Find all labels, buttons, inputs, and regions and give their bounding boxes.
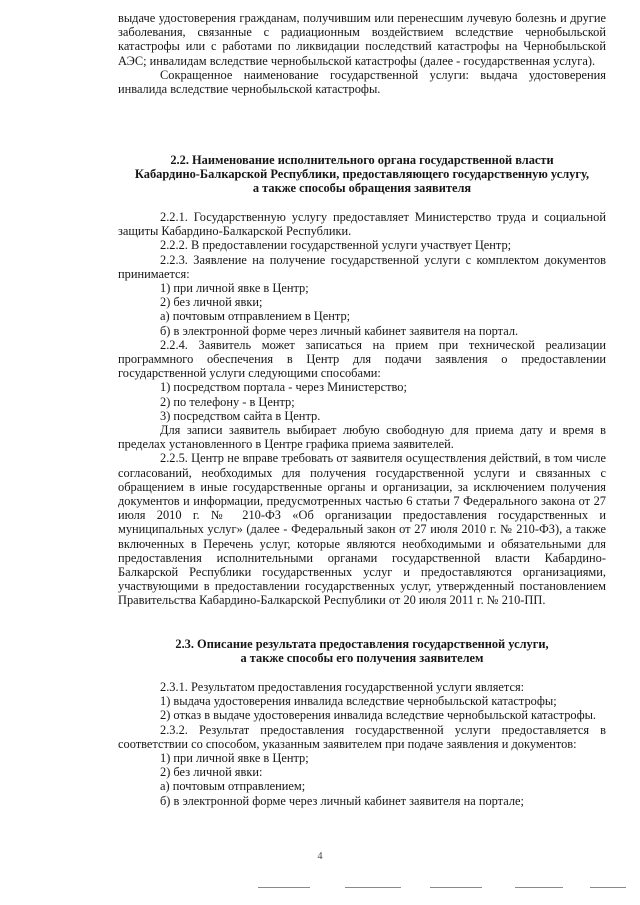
paragraph-2-3-2: 2.3.2. Результат предоставления государственной услуги предоставляется в соответствии со способом, указанным заявителем при подаче заявления и документов: (118, 722, 606, 751)
scan-artifact-line (258, 887, 310, 888)
scan-artifact-line (430, 887, 482, 888)
page-number: 4 (317, 851, 323, 862)
intro-block (118, 11, 606, 96)
paragraph-2-2-4: 2.2.4. Заявитель может записаться на прием при технической реализации программного обеспечения в Центр для подачи заявления о предоставлении государственной услуги следующими способами: (118, 337, 606, 381)
section-2-2-heading-line-1: 2.2. Наименование исполнительного органа государственной власти (170, 153, 554, 167)
section-2-3-heading (118, 637, 606, 665)
paragraph-2-2-1: 2.2.1. Государственную услугу предоставляет Министерство труда и социальной защиты Кабардино-Балкарской Республики. (118, 210, 606, 239)
list-item: 1) при личной явке в Центр; (160, 751, 309, 766)
list-item: б) в электронной форме через личный кабинет заявителя на портале; (160, 793, 524, 808)
scan-artifact-line (515, 887, 563, 888)
section-2-3-body (118, 680, 606, 808)
section-2-2-body (118, 210, 606, 608)
intro-paragraph: выдаче удостоверения гражданам, получившим или перенесшим лучевую болезнь и другие заболевания, связанные с радиационным воздействием вследствие чернобыльской катастрофы или с работами по ликвидации последствий катастрофы на Чернобыльской АЭС; инвалидам вследствие чернобыльской катастрофы (далее - государственная услуга). (118, 11, 606, 68)
paragraph-2-2-5: 2.2.5. Центр не вправе требовать от заявителя осуществления действий, в том числе согласований, необходимых для получения государственной услуги и связанных с обращением в иные государственные органы и организации, за исключением получения документов и информации, предусмотренных частью 6 статьи 7 Федерального закона от 27 июля 2010 г. № 210-ФЗ «Об организации предоставления государственных и муниципальных услуг» (далее - Федеральный закон от 27 июля 2010 г. № 210-ФЗ), а также включенных в Перечень услуг, которые являются необходимыми и обязательными для предоставления исполнительными органами государственной власти Кабардино-Балкарской Республики государственных услуг и предоставляются организациями, участвующими в предоставлении государственных услуг, утвержденный постановлением Правительства Кабардино-Балкарской Республики от 20 июля 2011 г. № 210-ПП. (118, 451, 606, 608)
list-item: а) почтовым отправлением; (160, 779, 306, 794)
section-2-3-heading-line-1: 2.3. Описание результата предоставления государственной услуги, (175, 637, 549, 651)
section-2-2-heading (118, 153, 606, 196)
scan-artifact-line (590, 887, 626, 888)
list-item: 2) без личной явки: (160, 765, 263, 780)
paragraph-2-3-1: 2.3.1. Результатом предоставления государственной услуги является: (160, 680, 525, 694)
section-2-3-heading-line-2: а также способы его получения заявителем (240, 651, 484, 666)
scan-artifact-line (345, 887, 401, 888)
list-item: 3) посредством сайта в Центр. (160, 408, 321, 423)
short-name-paragraph: Сокращенное наименование государственной услуги: выдача удостоверения инвалида вследствие чернобыльской катастрофы. (118, 67, 606, 97)
paragraph-2-2-4-appointment: Для записи заявитель выбирает любую свободную для приема дату и время в пределах установленного в Центре графика приема заявителей. (118, 423, 606, 452)
section-2-2-heading-line-3: а также способы обращения заявителя (252, 181, 472, 196)
list-item: б) в электронной форме через личный кабинет заявителя на портал. (160, 323, 519, 338)
paragraph-2-2-2: 2.2.2. В предоставлении государственной услуги участвует Центр; (160, 238, 512, 253)
list-item: 1) при личной явке в Центр; (160, 281, 309, 296)
list-item: 2) без личной явки; (160, 295, 263, 310)
list-item: 1) выдача удостоверения инвалида вследствие чернобыльской катастрофы; (160, 694, 557, 709)
list-item: 1) посредством портала - через Министерство; (160, 380, 407, 395)
section-2-2-heading-line-2: Кабардино-Балкарской Республики, предоставляющего государственную услугу, (134, 167, 590, 182)
paragraph-2-2-3: 2.2.3. Заявление на получение государственной услуги с комплектом документов принимается: (118, 252, 606, 281)
list-item: а) почтовым отправлением в Центр; (160, 309, 351, 324)
list-item: 2) по телефону - в Центр; (160, 394, 295, 409)
list-item: 2) отказ в выдаче удостоверения инвалида вследствие чернобыльской катастрофы. (160, 708, 597, 723)
